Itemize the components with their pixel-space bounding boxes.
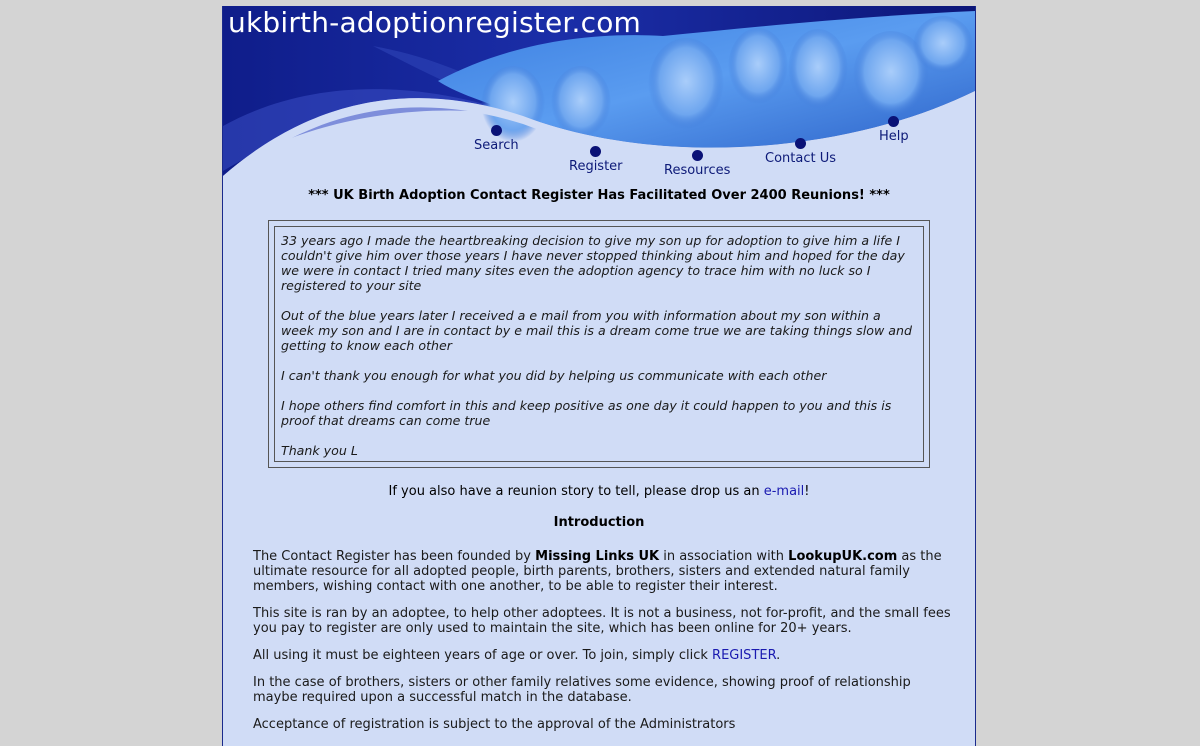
testimonial-paragraph: 33 years ago I made the heartbreaking decision to give my son up for adoption to give him a life I couldn't give him over those years I have never stopped thinking about him and hoped for the day we were in contact I tried many sites even the adoption agency to trace him with no luck so I registered to your site bbox=[281, 233, 905, 293]
register-link[interactable]: REGISTER bbox=[712, 648, 777, 663]
header-banner bbox=[223, 6, 975, 181]
intro-paragraph-acceptance: Acceptance of registration is subject to the approval of the Administrators bbox=[253, 717, 736, 732]
intro-paragraph-nonprofit: This site is ran by an adoptee, to help other adoptees. It is not a business, not for-profit, and the small fees you pay to register are only used to maintain the site, which has been online for 20+ years. bbox=[253, 606, 951, 636]
nav-resources[interactable] bbox=[664, 150, 730, 178]
nav-contact-us-label[interactable]: Contact Us bbox=[765, 151, 836, 166]
page-container bbox=[222, 6, 976, 746]
site-title: ukbirth-adoptionregister.com bbox=[228, 6, 642, 39]
nav-resources-label[interactable]: Resources bbox=[664, 163, 731, 178]
nav-register-label[interactable]: Register bbox=[569, 159, 623, 174]
introduction-body bbox=[253, 549, 953, 744]
nav-help[interactable] bbox=[879, 116, 909, 144]
testimonial-paragraph: I hope others find comfort in this and keep positive as one day it could happen to you and this is proof that dreams can come true bbox=[281, 398, 892, 428]
testimonial-paragraph: I can't thank you enough for what you did by helping us communicate with each other bbox=[281, 368, 827, 383]
reunions-headline: *** UK Birth Adoption Contact Register Has Facilitated Over 2400 Reunions! *** bbox=[308, 188, 890, 203]
reunion-prompt-suffix: ! bbox=[804, 484, 810, 499]
intro-text: The Contact Register has been founded by bbox=[253, 549, 536, 564]
nav-contact-us[interactable] bbox=[765, 138, 836, 166]
nav-dot-icon bbox=[692, 150, 703, 161]
testimonial-paragraph: Out of the blue years later I received a e mail from you with information about my son within a week my son and I are in contact by e mail this is a dream come true we are taking things slow and getting to know each other bbox=[281, 308, 912, 353]
lookupuk-name: LookupUK.com bbox=[788, 549, 898, 564]
testimonial-signoff: Thank you L bbox=[281, 443, 358, 458]
nav-dot-icon bbox=[888, 116, 899, 127]
missing-links-uk-name: Missing Links UK bbox=[535, 549, 660, 564]
testimonial-box bbox=[268, 220, 930, 468]
intro-paragraph-evidence: In the case of brothers, sisters or other family relatives some evidence, showing proof of relationship maybe required upon a successful match in the database. bbox=[253, 675, 911, 705]
nav-search[interactable] bbox=[474, 125, 519, 153]
introduction-heading: Introduction bbox=[553, 515, 645, 530]
intro-text: . bbox=[776, 648, 781, 663]
nav-dot-icon bbox=[491, 125, 502, 136]
email-link[interactable]: e-mail bbox=[763, 484, 805, 499]
nav-help-label[interactable]: Help bbox=[879, 129, 909, 144]
nav-register[interactable] bbox=[569, 146, 623, 174]
intro-paragraph-founded bbox=[253, 549, 953, 594]
intro-text: in association with bbox=[659, 549, 789, 564]
nav-dot-icon bbox=[590, 146, 601, 157]
testimonial-text bbox=[274, 226, 924, 462]
intro-text: All using it must be eighteen years of age or over. To join, simply click bbox=[253, 648, 713, 663]
nav-dot-icon bbox=[795, 138, 806, 149]
reunion-prompt-text: If you also have a reunion story to tell, please drop us an bbox=[388, 484, 764, 499]
intro-paragraph-age bbox=[253, 648, 953, 663]
intro-text: as the ultimate resource for all adopted people, birth parents, brothers, sisters and extended natural family members, wishing contact with one another, to be able to register their interest. bbox=[253, 549, 942, 594]
reunion-story-prompt bbox=[223, 484, 975, 499]
nav-search-label[interactable]: Search bbox=[474, 138, 519, 153]
